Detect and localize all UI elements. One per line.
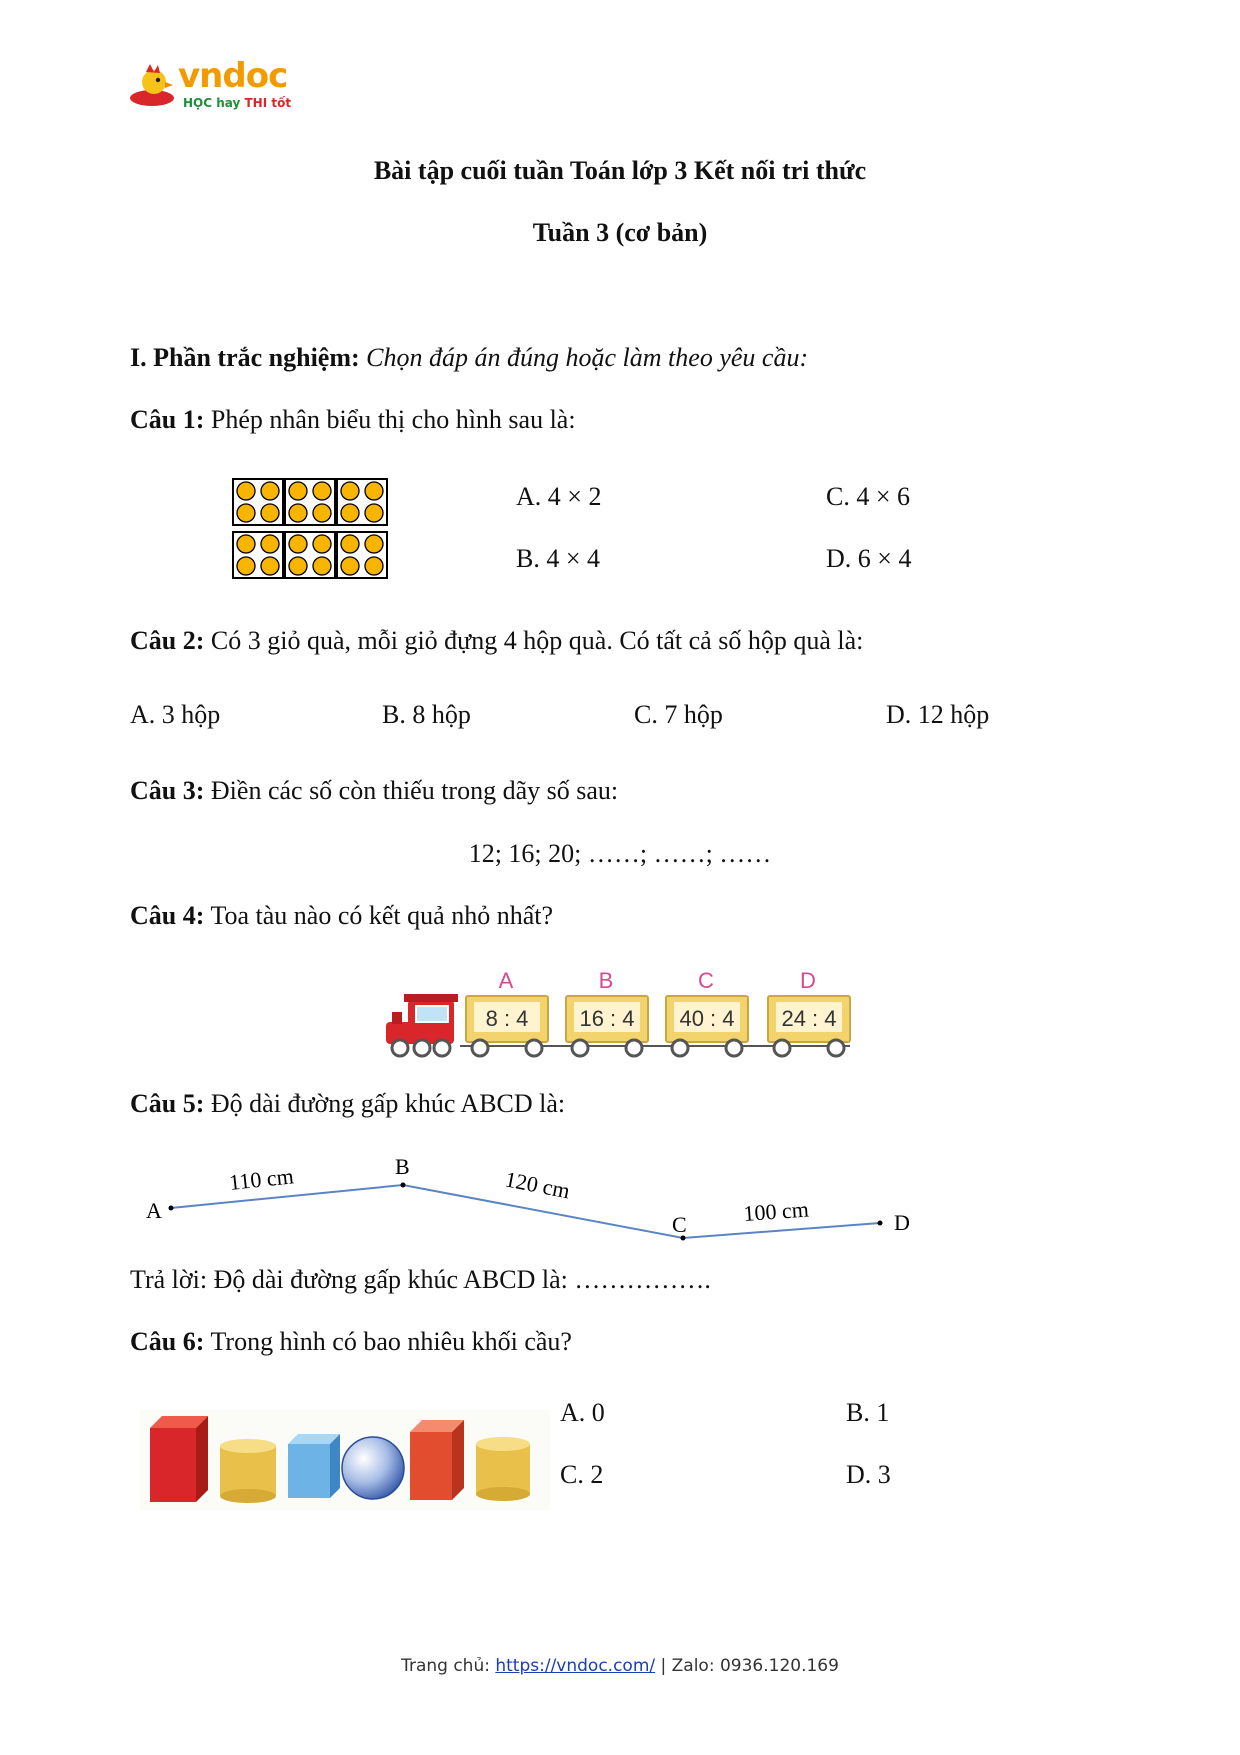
q4-car-a-letter: A: [498, 968, 514, 993]
q4-car-c[interactable]: [666, 968, 748, 1056]
q1-circle-grid-figure: [232, 478, 388, 580]
question-4: [130, 900, 553, 932]
q5-point-c: C: [672, 1212, 687, 1237]
q4-car-a-expr: 8 : 4: [485, 1006, 529, 1031]
q1-box-5: [285, 532, 335, 578]
q4-car-a[interactable]: [466, 968, 548, 1056]
q6-red-cube: [150, 1416, 208, 1502]
q6-text: Trong hình có bao nhiêu khối cầu?: [210, 1327, 572, 1356]
q6-yellow-cylinder-2: [476, 1437, 530, 1501]
q5-point-a-dot: [169, 1206, 174, 1211]
q5-answer-line[interactable]: Trả lời: Độ dài đường gấp khúc ABCD là: …………….: [130, 1265, 711, 1294]
q5-point-a: A: [146, 1198, 162, 1223]
q5-text: Độ dài đường gấp khúc ABCD là:: [210, 1089, 566, 1118]
q4-car-b[interactable]: [566, 968, 648, 1056]
q4-train-figure: [380, 960, 870, 1062]
q4-text: Toa tàu nào có kết quả nhỏ nhất?: [210, 901, 553, 930]
question-2: [130, 625, 863, 657]
q6-yellow-cylinder-1: [220, 1439, 276, 1503]
q1-box-1: [233, 479, 283, 525]
logo-slogan: [183, 96, 291, 110]
q5-point-d-dot: [878, 1221, 883, 1226]
logo-slogan-b: THI tốt: [244, 96, 292, 110]
question-3: [130, 775, 618, 807]
section-label: I. Phần trắc nghiệm:: [130, 343, 360, 372]
q1-box-3: [337, 479, 387, 525]
page-footer: [0, 1656, 1240, 1676]
logo-brand: vndoc: [178, 56, 288, 96]
q1-text: Phép nhân biểu thị cho hình sau là:: [210, 405, 576, 434]
q4-car-d-letter: D: [800, 968, 816, 993]
q1-option-b[interactable]: B. 4 × 4: [516, 544, 601, 573]
q2-label: Câu 2:: [130, 626, 205, 655]
q6-red-cuboid: [410, 1420, 464, 1500]
q5-segment-ab: 110 cm: [227, 1163, 295, 1195]
q5-polyline-figure: [130, 1140, 930, 1252]
q5-label: Câu 5:: [130, 1089, 205, 1118]
q5-segment-cd: 100 cm: [742, 1196, 810, 1226]
page-subtitle: Tuần 3 (cơ bản): [532, 218, 708, 247]
q2-option-c[interactable]: C. 7 hộp: [634, 700, 723, 729]
q3-text: Điền các số còn thiếu trong dãy số sau:: [210, 776, 619, 805]
q1-option-d[interactable]: D. 6 × 4: [826, 544, 912, 573]
q4-car-c-letter: C: [698, 968, 714, 993]
q4-locomotive: [386, 994, 458, 1056]
q2-option-b[interactable]: B. 8 hộp: [382, 700, 471, 729]
logo-slogan-a: HỌC hay: [183, 96, 245, 110]
q2-option-a[interactable]: A. 3 hộp: [130, 700, 221, 729]
q6-shapes-figure: [140, 1410, 550, 1510]
logo-mascot-icon: [128, 62, 178, 112]
q1-box-4: [233, 532, 283, 578]
page-title: Bài tập cuối tuần Toán lớp 3 Kết nối tri thức: [373, 156, 867, 185]
q1-box-6: [337, 532, 387, 578]
q4-car-c-expr: 40 : 4: [679, 1006, 735, 1031]
q6-option-a[interactable]: A. 0: [560, 1398, 605, 1427]
section-heading: [130, 342, 808, 374]
q5-segment-bc: 120 cm: [503, 1166, 573, 1204]
q4-label: Câu 4:: [130, 901, 205, 930]
q6-option-c[interactable]: C. 2: [560, 1460, 604, 1489]
q2-text: Có 3 giỏ quà, mỗi giỏ đựng 4 hộp quà. Có tất cả số hộp quà là:: [210, 626, 864, 655]
q1-box-2: [285, 479, 335, 525]
section-instruction: Chọn đáp án đúng hoặc làm theo yêu cầu:: [366, 343, 809, 372]
q5-point-b-dot: [401, 1183, 406, 1188]
q4-car-d[interactable]: [768, 968, 850, 1056]
q3-label: Câu 3:: [130, 776, 205, 805]
logo: [128, 56, 292, 114]
q5-point-b: B: [395, 1154, 410, 1179]
q1-label: Câu 1:: [130, 405, 205, 434]
q4-car-d-expr: 24 : 4: [781, 1006, 837, 1031]
q5-point-d: D: [894, 1210, 910, 1235]
q1-option-a[interactable]: A. 4 × 2: [516, 482, 602, 511]
question-5: [130, 1088, 565, 1120]
q1-option-c[interactable]: C. 4 × 6: [826, 482, 911, 511]
question-1: [130, 404, 576, 436]
q2-option-d[interactable]: D. 12 hộp: [886, 700, 990, 729]
q6-label: Câu 6:: [130, 1327, 205, 1356]
q4-car-b-letter: B: [598, 968, 614, 993]
footer-home-link[interactable]: https://vndoc.com/: [495, 1656, 656, 1676]
question-6: [130, 1326, 572, 1358]
q6-option-b[interactable]: B. 1: [846, 1398, 890, 1427]
q3-sequence: 12; 16; 20; ……; ……; ……: [468, 839, 772, 868]
footer-suffix: | Zalo: 0936.120.169: [655, 1656, 839, 1676]
footer-prefix: Trang chủ:: [401, 1656, 496, 1676]
q6-option-d[interactable]: D. 3: [846, 1460, 891, 1489]
q6-blue-sphere: [342, 1437, 404, 1499]
q6-blue-cube: [288, 1434, 340, 1498]
q4-car-b-expr: 16 : 4: [579, 1006, 635, 1031]
